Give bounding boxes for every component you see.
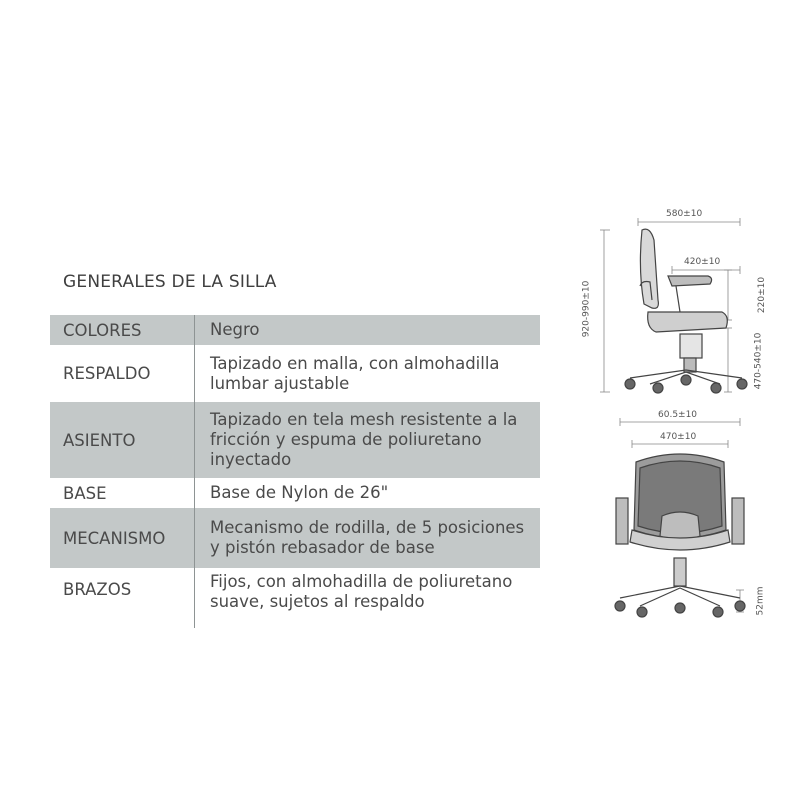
chair-side-view [625, 229, 747, 393]
spec-label: COLORES [50, 315, 195, 345]
dim-side-width: 580±10 [666, 209, 703, 219]
dim-total-height: 920-990±10 [581, 280, 592, 338]
spec-value-line: inyectado [210, 450, 292, 469]
spec-row-colores [50, 315, 540, 345]
spec-value [195, 402, 540, 478]
spec-label: ASIENTO [50, 402, 195, 478]
chair-front-view [615, 454, 745, 617]
spec-value-line: Tapizado en tela mesh resistente a la [210, 410, 518, 429]
dim-arm-height: 220±10 [757, 276, 768, 314]
spec-row-base [50, 478, 540, 508]
section-title: GENERALES DE LA SILLA [63, 272, 277, 292]
dim-seat-height: 470-540±10 [753, 332, 764, 390]
dim-base-clearance: 52mm [755, 586, 766, 616]
spec-value [195, 315, 540, 345]
spec-value-line: Base de Nylon de 26" [210, 483, 389, 502]
spec-label: RESPALDO [50, 345, 195, 402]
dim-arm-depth: 420±10 [684, 257, 721, 267]
spec-label: BRAZOS [50, 568, 195, 628]
spec-row-respaldo [50, 345, 540, 402]
spec-table [50, 315, 540, 628]
spec-value-line: Negro [210, 320, 260, 339]
spec-value [195, 478, 540, 508]
chair-diagrams-svg [580, 200, 780, 640]
spec-row-asiento [50, 402, 540, 478]
spec-value-line: lumbar ajustable [210, 373, 350, 393]
spec-row-brazos [50, 568, 540, 628]
spec-value-line: y pistón rebasador de base [210, 538, 435, 557]
spec-value [195, 508, 540, 568]
spec-value [195, 345, 540, 402]
dimension-drawings [580, 200, 780, 640]
spec-value [195, 568, 540, 628]
spec-row-mecanismo [50, 508, 540, 568]
spec-value-line: Tapizado en malla, con almohadilla [210, 353, 500, 373]
spec-value-line: Mecanismo de rodilla, de 5 posiciones [210, 518, 525, 537]
spec-value-line: suave, sujetos al respaldo [210, 592, 425, 611]
spec-label: MECANISMO [50, 508, 195, 568]
spec-value-line: Fijos, con almohadilla de poliuretano [210, 572, 513, 591]
dim-front-width: 60.5±10 [658, 410, 698, 420]
spec-label: BASE [50, 478, 195, 508]
spec-value-line: fricción y espuma de poliuretano [210, 430, 482, 449]
dim-seat-width: 470±10 [660, 432, 697, 442]
